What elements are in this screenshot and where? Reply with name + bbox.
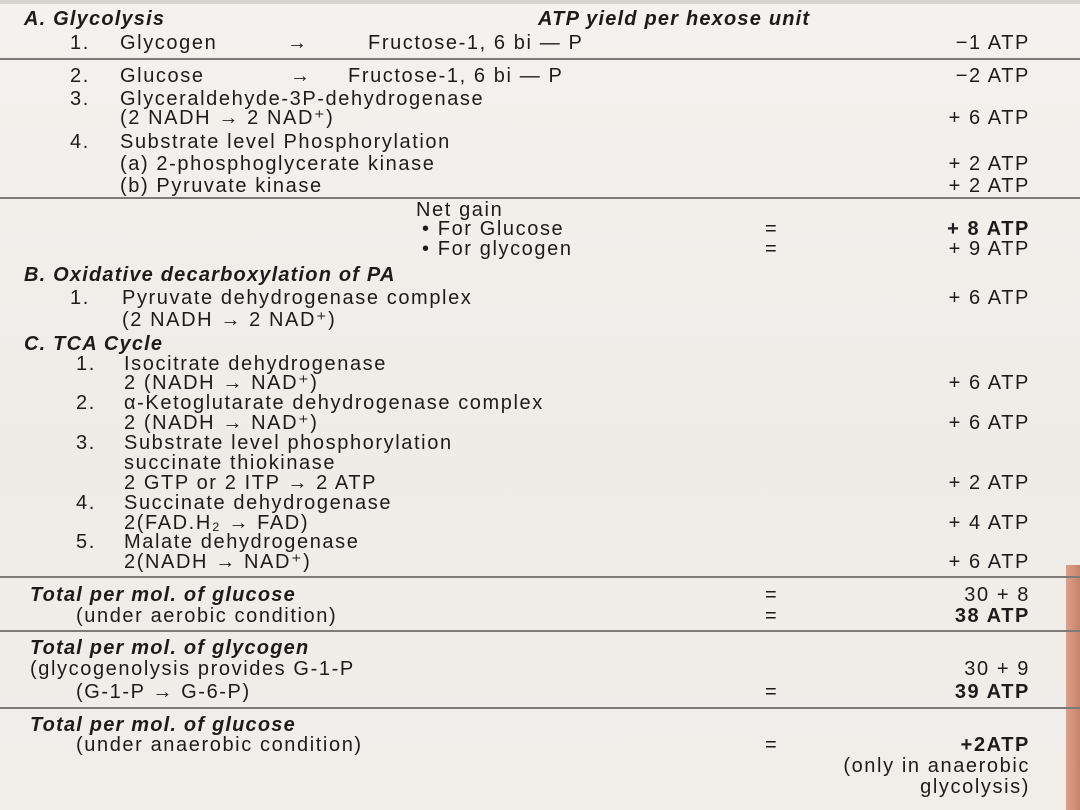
arrow-icon: →	[287, 32, 309, 54]
glycolysis-item-3-sub: (2 NADH → 2 NAD⁺) + 6 ATP	[120, 107, 1030, 129]
divider	[0, 630, 1080, 632]
arrow-icon: →	[290, 65, 312, 87]
atp-value: + 6 ATP	[948, 412, 1030, 434]
atp-value: + 8 ATP	[947, 218, 1030, 240]
total-glycogen-title: Total per mol. of glycogen	[30, 637, 310, 659]
total-glycogen-line2: (glycogenolysis provides G-1-P 30 + 9	[30, 658, 1030, 680]
tca-item-3-sub: succinate thiokinase	[124, 452, 337, 474]
tca-item-4-sub: 2(FAD.H₂ → FAD) + 4 ATP	[124, 512, 1030, 534]
section-a-heading-row	[0, 8, 1080, 30]
oxidative-item-1-sub: (2 NADH → 2 NAD⁺)	[122, 309, 337, 331]
atp-value: + 2 ATP	[948, 472, 1030, 494]
glycolysis-item-3: 3. Glyceraldehyde-3P-dehydrogenase	[70, 88, 485, 110]
section-b-heading-row	[0, 264, 1080, 286]
atp-value: + 2 ATP	[948, 153, 1030, 175]
total-anaerobic-note1: (only in anaerobic	[843, 755, 1030, 777]
total-aerobic-sub-row: (under aerobic condition) = 38 ATP	[76, 605, 1030, 627]
atp-value: + 6 ATP	[948, 107, 1030, 129]
page-top-edge	[0, 0, 1080, 4]
tca-item-1-sub: 2 (NADH → NAD⁺) + 6 ATP	[124, 372, 1030, 394]
atp-value: + 6 ATP	[948, 372, 1030, 394]
divider	[0, 707, 1080, 709]
divider	[0, 576, 1080, 578]
total-glycogen-row	[0, 637, 1080, 659]
tca-item-1: 1. Isocitrate dehydrogenase	[76, 353, 387, 375]
atp-value: + 6 ATP	[948, 551, 1030, 573]
glycolysis-item-1: 1. Glycogen → Fructose-1, 6 bi — P −1 ATP	[70, 32, 1030, 54]
divider	[0, 58, 1080, 60]
glycolysis-item-4: 4. Substrate level Phosphorylation	[70, 131, 451, 153]
tca-item-3-sub2: 2 GTP or 2 ITP → 2 ATP + 2 ATP	[124, 472, 1030, 494]
atp-value: + 2 ATP	[948, 175, 1030, 197]
net-gain-glucose-row: • For Glucose = + 8 ATP	[422, 218, 1030, 240]
total-anaerobic-title: Total per mol. of glucose	[30, 714, 296, 736]
net-gain-label-row: Net gain	[416, 199, 504, 221]
section-a-heading: A. Glycolysis	[24, 8, 166, 30]
atp-total: 38 ATP	[954, 605, 1030, 627]
tca-item-2-sub: 2 (NADH → NAD⁺) + 6 ATP	[124, 412, 1030, 434]
oxidative-item-1: 1. Pyruvate dehydrogenase complex + 6 ATP	[70, 287, 1030, 309]
atp-total: 39 ATP	[954, 681, 1030, 703]
atp-total: +2ATP	[960, 734, 1030, 756]
section-c-heading-row	[0, 333, 1080, 355]
atp-value: + 6 ATP	[948, 287, 1030, 309]
atp-value: + 4 ATP	[948, 512, 1030, 534]
section-c-heading: C. TCA Cycle	[24, 333, 164, 355]
total-anaerobic-note2: glycolysis)	[920, 776, 1030, 798]
total-anaerobic-row	[0, 714, 1080, 736]
atp-value: + 9 ATP	[948, 238, 1030, 260]
glycolysis-item-2: 2. Glucose → Fructose-1, 6 bi — P −2 ATP	[70, 65, 1030, 87]
yield-heading: ATP yield per hexose unit	[538, 8, 811, 30]
atp-value: −1 ATP	[955, 32, 1030, 54]
net-gain-glycogen-row: • For glycogen = + 9 ATP	[422, 238, 1030, 260]
tca-item-2: 2. α-Ketoglutarate dehydrogenase complex	[76, 392, 544, 414]
total-anaerobic-sub-row: (under anaerobic condition) = +2ATP	[76, 734, 1030, 756]
atp-value: −2 ATP	[955, 65, 1030, 87]
tca-item-5-sub: 2(NADH → NAD⁺) + 6 ATP	[124, 551, 1030, 573]
total-glycogen-line3: (G-1-P → G-6-P) = 39 ATP	[76, 681, 1030, 703]
total-aerobic-title: Total per mol. of glucose	[30, 584, 296, 606]
glycolysis-item-4b: (b) Pyruvate kinase + 2 ATP	[120, 175, 1030, 197]
total-aerobic-row: Total per mol. of glucose = 30 + 8	[30, 584, 1030, 606]
section-b-heading: B. Oxidative decarboxylation of PA	[24, 264, 396, 286]
glycolysis-item-4a: (a) 2-phosphoglycerate kinase + 2 ATP	[120, 153, 1030, 175]
tca-item-5: 5. Malate dehydrogenase	[76, 531, 360, 553]
tca-item-3: 3. Substrate level phosphorylation	[76, 432, 453, 454]
tca-item-4: 4. Succinate dehydrogenase	[76, 492, 393, 514]
